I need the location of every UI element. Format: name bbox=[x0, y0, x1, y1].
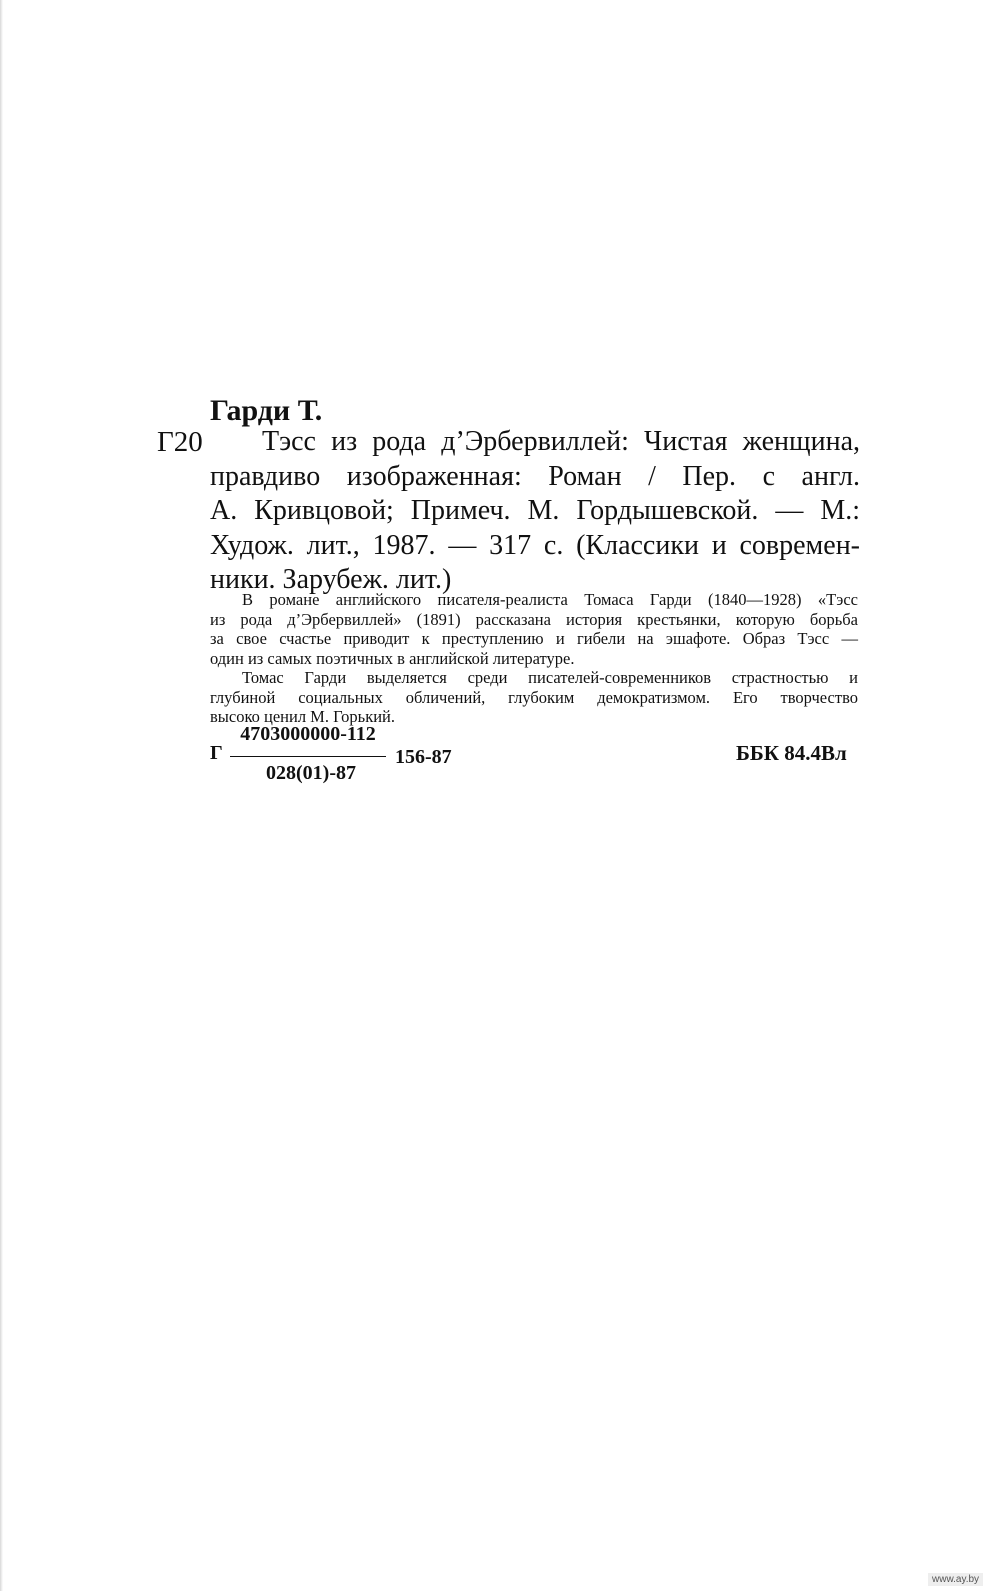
code-numerator: 4703000000-112 bbox=[240, 723, 376, 745]
bib-line: Худож. лит., 1987. — 317 с. (Классики и современ- bbox=[210, 529, 860, 561]
annotation-line: Томас Гарди выделяется среди писателей-современников страстностью и bbox=[242, 668, 858, 687]
annotation-line: за свое счастье приводит к преступлению и гибели на эшафоте. Образ Тэсс — bbox=[210, 629, 858, 648]
bibliographic-entry bbox=[210, 425, 860, 598]
bib-line: правдиво изображенная: Роман / Пер. с англ. bbox=[210, 460, 860, 492]
annotation-line: глубиной социальных обличений, глубоким демократизмом. Его творчество bbox=[210, 687, 858, 707]
fraction-bar bbox=[230, 756, 386, 757]
code-suffix: 156-87 bbox=[395, 746, 452, 768]
bib-line: ники. Зарубеж. лит.) bbox=[210, 564, 452, 595]
bbk-code: ББК 84.4Вл bbox=[736, 741, 847, 765]
annotation-line: высоко ценил М. Горький. bbox=[210, 707, 396, 726]
code-prefix: Г bbox=[210, 742, 223, 764]
page-edge bbox=[0, 0, 3, 1591]
publisher-code-fraction bbox=[230, 722, 386, 785]
bib-line: Тэсс из рода д’Эрбервиллей: Чистая женщина, bbox=[262, 426, 860, 457]
annotation-line: из рода д’Эрбервиллей» (1891) рассказана история крестьянки, которую борьба bbox=[210, 609, 858, 629]
annotation-line: один из самых поэтичных в английской литературе. bbox=[210, 648, 575, 668]
watermark: www.ay.by bbox=[928, 1573, 983, 1586]
annotation bbox=[210, 590, 858, 727]
annotation-line: В романе английского писателя-реалиста Томаса Гарди (1840—1928) «Тэсс bbox=[242, 590, 858, 609]
index-code: Г20 bbox=[157, 426, 203, 458]
code-denominator: 028(01)-87 bbox=[266, 762, 356, 784]
author-heading: Гарди Т. bbox=[210, 394, 323, 427]
bib-line: А. Кривцовой; Примеч. М. Гордышевской. — М.: bbox=[210, 495, 860, 526]
